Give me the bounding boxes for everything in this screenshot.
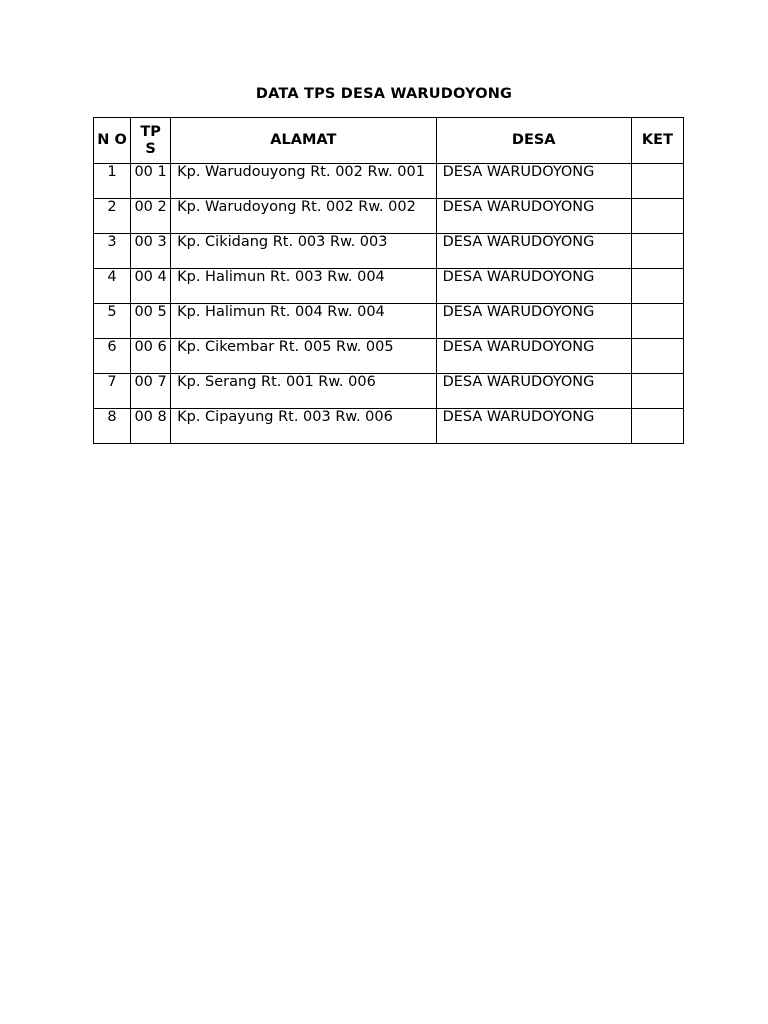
cell-alamat: Kp. Halimun Rt. 003 Rw. 004 [171, 269, 436, 304]
cell-ket [631, 199, 683, 234]
cell-desa: DESA WARUDOYONG [436, 304, 631, 339]
cell-ket [631, 374, 683, 409]
cell-alamat: Kp. Cikidang Rt. 003 Rw. 003 [171, 234, 436, 269]
cell-ket [631, 409, 683, 444]
cell-no: 4 [94, 269, 131, 304]
cell-no: 6 [94, 339, 131, 374]
cell-desa: DESA WARUDOYONG [436, 164, 631, 199]
cell-ket [631, 164, 683, 199]
cell-tps: 00 6 [131, 339, 171, 374]
table-header [94, 118, 684, 164]
cell-tps: 00 8 [131, 409, 171, 444]
cell-ket [631, 269, 683, 304]
header-alamat: ALAMAT [171, 118, 436, 164]
table-row [94, 269, 684, 304]
page-title: DATA TPS DESA WARUDOYONG [255, 86, 513, 102]
cell-no: 5 [94, 304, 131, 339]
cell-tps: 00 7 [131, 374, 171, 409]
table-row [94, 409, 684, 444]
cell-desa: DESA WARUDOYONG [436, 374, 631, 409]
cell-tps: 00 5 [131, 304, 171, 339]
cell-alamat: Kp. Cipayung Rt. 003 Rw. 006 [171, 409, 436, 444]
header-row [94, 118, 684, 164]
cell-alamat: Kp. Warudouyong Rt. 002 Rw. 001 [171, 164, 436, 199]
table-row [94, 374, 684, 409]
table-row [94, 199, 684, 234]
cell-no: 3 [94, 234, 131, 269]
cell-no: 7 [94, 374, 131, 409]
cell-tps: 00 1 [131, 164, 171, 199]
table-body [94, 164, 684, 444]
cell-alamat: Kp. Halimun Rt. 004 Rw. 004 [171, 304, 436, 339]
tps-table [93, 117, 684, 444]
cell-no: 8 [94, 409, 131, 444]
cell-desa: DESA WARUDOYONG [436, 199, 631, 234]
table-row [94, 339, 684, 374]
cell-no: 2 [94, 199, 131, 234]
header-tps: TP S [131, 118, 171, 164]
cell-desa: DESA WARUDOYONG [436, 339, 631, 374]
cell-alamat: Kp. Warudoyong Rt. 002 Rw. 002 [171, 199, 436, 234]
header-no: N O [94, 118, 131, 164]
cell-ket [631, 304, 683, 339]
cell-alamat: Kp. Cikembar Rt. 005 Rw. 005 [171, 339, 436, 374]
table-row [94, 304, 684, 339]
header-ket: KET [631, 118, 683, 164]
table-row [94, 164, 684, 199]
table-row [94, 234, 684, 269]
cell-tps: 00 3 [131, 234, 171, 269]
cell-desa: DESA WARUDOYONG [436, 234, 631, 269]
cell-ket [631, 339, 683, 374]
cell-desa: DESA WARUDOYONG [436, 269, 631, 304]
header-desa: DESA [436, 118, 631, 164]
cell-desa: DESA WARUDOYONG [436, 409, 631, 444]
cell-alamat: Kp. Serang Rt. 001 Rw. 006 [171, 374, 436, 409]
cell-tps: 00 4 [131, 269, 171, 304]
cell-no: 1 [94, 164, 131, 199]
cell-ket [631, 234, 683, 269]
cell-tps: 00 2 [131, 199, 171, 234]
